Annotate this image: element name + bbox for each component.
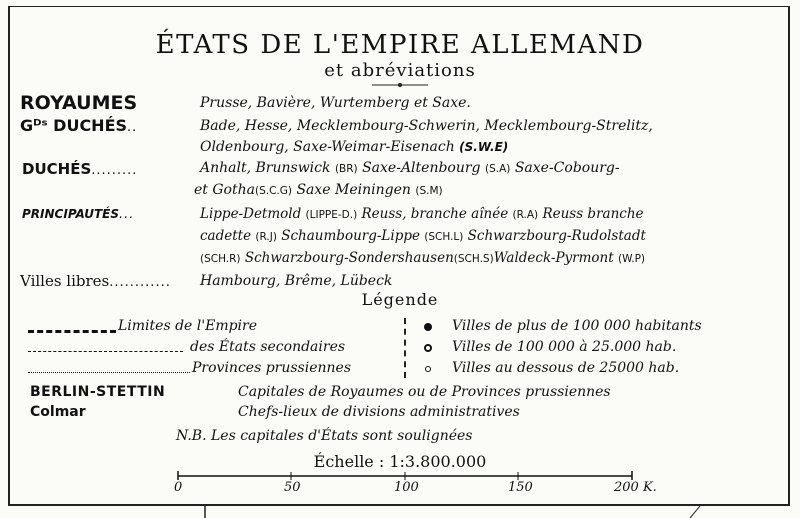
principautes-line-2: cadette (R.J) Schaumbourg-Lippe (SCH.L) Schwarzbourg-Rudolstadt xyxy=(200,228,646,244)
royaumes-list: Prusse, Bavière, Wurtemberg et Saxe. xyxy=(200,95,471,111)
states-boundary-line xyxy=(28,351,183,352)
abbr-rj: (R.J) xyxy=(255,231,277,243)
abbr-schs: (SCH.S) xyxy=(453,253,494,265)
division-capital-example: Colmar xyxy=(30,404,86,420)
legend-big-cities: Villes de plus de 100 000 habitants xyxy=(452,318,702,334)
legend-empire-label: Limites de l'Empire xyxy=(118,318,258,334)
category-grands-duches-label: Gᴰˢ DUCHÉS.. xyxy=(20,116,138,135)
scale-tick-150: 150 xyxy=(508,480,533,495)
abbr-wp: (W.P) xyxy=(617,253,646,265)
principautes-line-1: Lippe-Detmold (LIPPE-D.) Reuss, branche aînée (R.A) Reuss branche xyxy=(200,206,644,222)
category-duches-label: DUCHÉS......... xyxy=(22,160,138,178)
abbr-scg: (S.C.G) xyxy=(254,185,292,197)
abbr-schl: (SCH.L) xyxy=(424,231,464,243)
scale-tick-100: 100 xyxy=(394,480,419,495)
empire-boundary-line xyxy=(28,330,116,333)
map-edge-fragment xyxy=(0,506,800,518)
scale-tick-200: 200 K. xyxy=(614,480,657,495)
grands-duches-line-2: Oldenbourg, Saxe-Weimar-Eisenach (S.W.E) xyxy=(200,139,509,155)
grands-duches-line-1: Bade, Hesse, Mecklembourg-Schwerin, Mecklembourg-Strelitz, xyxy=(200,118,653,134)
big-city-symbol xyxy=(424,323,432,331)
abbr-sa: (S.A) xyxy=(484,163,511,175)
abbr-ra: (R.A) xyxy=(512,209,539,221)
category-principautes-label: PRINCIPAUTÉS... xyxy=(22,207,135,222)
abbr-br: (BR) xyxy=(334,163,358,175)
title-ornament xyxy=(370,82,430,88)
abbr-swe: (S.W.E) xyxy=(459,140,509,154)
legend-divider xyxy=(404,318,406,378)
abbr-sm: (S.M) xyxy=(415,185,443,197)
legend-medium-cities: Villes de 100 000 à 25.000 hab. xyxy=(452,339,677,355)
scale-tick-0: 0 xyxy=(174,480,183,495)
nb-note: N.B. Les capitales d'États sont soulignées xyxy=(176,428,473,444)
royaume-capital-desc: Capitales de Royaumes ou de Provinces prussiennes xyxy=(238,384,611,400)
villes-libres-list: Hambourg, Brême, Lübeck xyxy=(200,273,393,289)
legend-states-label: des États secondaires xyxy=(190,339,346,355)
abbr-schr: (SCH.R) xyxy=(200,253,241,265)
medium-city-symbol xyxy=(424,344,432,352)
scale-tick-50: 50 xyxy=(284,480,301,495)
provinces-boundary-line xyxy=(28,372,190,373)
category-villes-libres-label: Villes libres............ xyxy=(20,272,171,290)
duches-line-1: Anhalt, Brunswick (BR) Saxe-Altenbourg (S.A) Saxe-Cobourg- xyxy=(200,160,620,176)
legend-provinces-label: Provinces prussiennes xyxy=(192,360,352,376)
division-capital-desc: Chefs-lieux de divisions administratives xyxy=(238,404,520,420)
scale-title: Échelle : 1:3.800.000 xyxy=(313,452,487,471)
category-royaumes-label: ROYAUMES xyxy=(20,92,138,114)
royaume-capital-example: BERLIN-STETTIN xyxy=(30,384,166,400)
small-city-symbol xyxy=(425,366,431,372)
legend-small-cities: Villes au dessous de 25000 hab. xyxy=(452,360,680,376)
page-title: ÉTATS DE L'EMPIRE ALLEMAND xyxy=(155,30,645,60)
duches-line-2: et Gotha(S.C.G) Saxe Meiningen (S.M) xyxy=(194,182,443,198)
principautes-line-3: (SCH.R) Schwarzbourg-Sondershausen(SCH.S)Waldeck-Pyrmont (W.P) xyxy=(200,250,646,266)
abbr-lipped: (LIPPE-D.) xyxy=(305,209,358,221)
page-subtitle: et abréviations xyxy=(324,60,476,81)
legend-title: Légende xyxy=(361,290,439,309)
